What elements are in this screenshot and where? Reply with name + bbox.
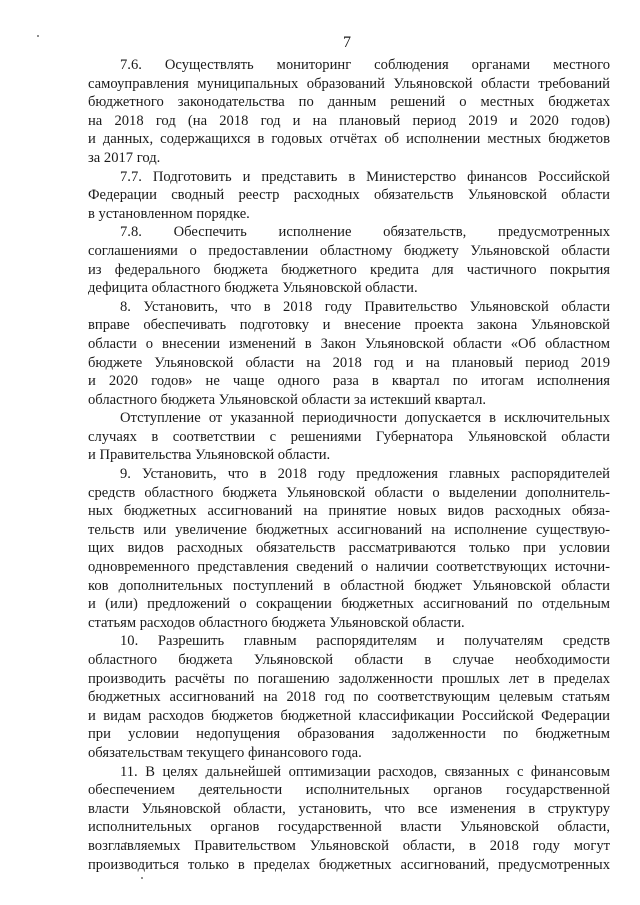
document-body bbox=[88, 56, 610, 874]
text-line: за 2017 год. bbox=[88, 149, 161, 166]
text-line: производить расчёты по погашению задолженности прошлых лет в пределах bbox=[88, 670, 610, 687]
paragraph-p11 bbox=[88, 763, 610, 875]
text-line: 10. Разрешить главным распорядителям и получателям средств bbox=[120, 633, 610, 650]
paragraph-p8 bbox=[88, 298, 610, 410]
text-line: Отступление от указанной периодичности допускается в исключительных bbox=[120, 410, 610, 427]
text-line: возглавляемых Правительством Ульяновской области, в 2018 году могут bbox=[88, 837, 610, 854]
text-line: соглашениями о предоставлении областному бюджету Ульяновской области bbox=[88, 242, 610, 259]
text-line: и Правительства Ульяновской области. bbox=[88, 447, 331, 464]
text-line: тельств или увеличение бюджетных ассигнований на исполнение существую- bbox=[88, 521, 610, 538]
text-line: исполнительных органов государственной власти Ульяновской области, bbox=[88, 819, 610, 836]
text-line: статьям расходов областного бюджета Ульяновской области. bbox=[88, 614, 465, 631]
paragraph-p7-7 bbox=[88, 168, 610, 224]
text-line: при условии недопущения образования задолженности по бюджетным bbox=[88, 726, 610, 743]
text-line: 7.7. Подготовить и представить в Министерство финансов Российской bbox=[120, 168, 610, 185]
text-line: случаях в соответствии с решениями Губернатора Ульяновской области bbox=[88, 428, 610, 445]
paragraph-p10 bbox=[88, 632, 610, 762]
page-number: 7 bbox=[343, 34, 351, 51]
text-line: бюджетного законодательства по данным решений о местных бюджетах bbox=[88, 94, 610, 111]
text-line: обязательствам текущего финансового года. bbox=[88, 744, 362, 761]
text-line: власти Ульяновской области, установить, что все изменения в структуру bbox=[88, 800, 610, 817]
scan-speck bbox=[141, 877, 143, 879]
text-line: в установленном порядке. bbox=[88, 205, 250, 222]
text-line: бюджете Ульяновской области на 2018 год и на плановый период 2019 bbox=[88, 354, 610, 371]
text-line: и 2020 годов» не чаще одного раза в квартал по итогам исполнения bbox=[88, 373, 610, 390]
text-line: 8. Установить, что в 2018 году Правительство Ульяновской области bbox=[120, 298, 610, 315]
text-line: ков дополнительных поступлений в областной бюджет Ульяновской области bbox=[88, 577, 610, 594]
paragraph-p7-6 bbox=[88, 56, 610, 168]
text-line: обеспечением деятельности исполнительных органов государственной bbox=[88, 782, 610, 799]
text-line: на 2018 год (на 2018 год и на плановый период 2019 и 2020 годов) bbox=[88, 112, 610, 129]
text-line: средств областного бюджета Ульяновской области о выделении дополнитель- bbox=[88, 484, 610, 501]
text-line: 7.6. Осуществлять мониторинг соблюдения органами местного bbox=[120, 57, 610, 73]
text-line: Федерации сводный реестр расходных обязательств Ульяновской области bbox=[88, 187, 610, 204]
text-line: и данных, содержащихся в годовых отчётах об исполнении местных бюджетов bbox=[88, 131, 610, 148]
paragraph-p8-dev bbox=[88, 409, 610, 465]
text-line: самоуправления муниципальных образований Ульяновской области требований bbox=[88, 75, 610, 92]
text-line: одновременного представления сведений о наличии соответствующих источни- bbox=[88, 559, 610, 576]
text-line: 9. Установить, что в 2018 году предложения главных распорядителей bbox=[120, 466, 610, 483]
paragraph-p9 bbox=[88, 465, 610, 632]
text-line: вправе обеспечивать подготовку и внесение проекта закона Ульяновской bbox=[88, 317, 610, 334]
text-line: областного бюджета Ульяновской области в случае необходимости bbox=[88, 652, 610, 668]
text-line: дефицита областного бюджета Ульяновской области. bbox=[88, 280, 418, 297]
paragraph-p7-8 bbox=[88, 223, 610, 297]
text-line: области о внесении изменений в Закон Ульяновской области «Об областном bbox=[88, 335, 610, 352]
text-line: и (или) предложений о сокращении бюджетных ассигнований по отдельным bbox=[88, 596, 610, 613]
text-line: бюджетных ассигнований на 2018 год по соответствующим целевым статьям bbox=[88, 689, 610, 706]
text-line: 7.8. Обеспечить исполнение обязательств, предусмотренных bbox=[120, 224, 610, 241]
text-line: областного бюджета Ульяновской области за истекший квартал. bbox=[88, 391, 487, 408]
text-line: производиться только в пределах бюджетных ассигнований, предусмотренных bbox=[88, 856, 610, 873]
text-line: из федерального бюджета бюджетного кредита для частичного покрытия bbox=[88, 261, 610, 278]
text-line: ных бюджетных ассигнований на принятие новых видов расходных обяза- bbox=[88, 503, 610, 520]
text-line: 11. В целях дальнейшей оптимизации расходов, связанных с финансовым bbox=[120, 763, 610, 780]
text-line: и видам расходов бюджетов бюджетной классификации Российской Федерации bbox=[88, 707, 610, 724]
text-line: щих видов расходных обязательств рассматриваются только при условии bbox=[88, 540, 610, 557]
